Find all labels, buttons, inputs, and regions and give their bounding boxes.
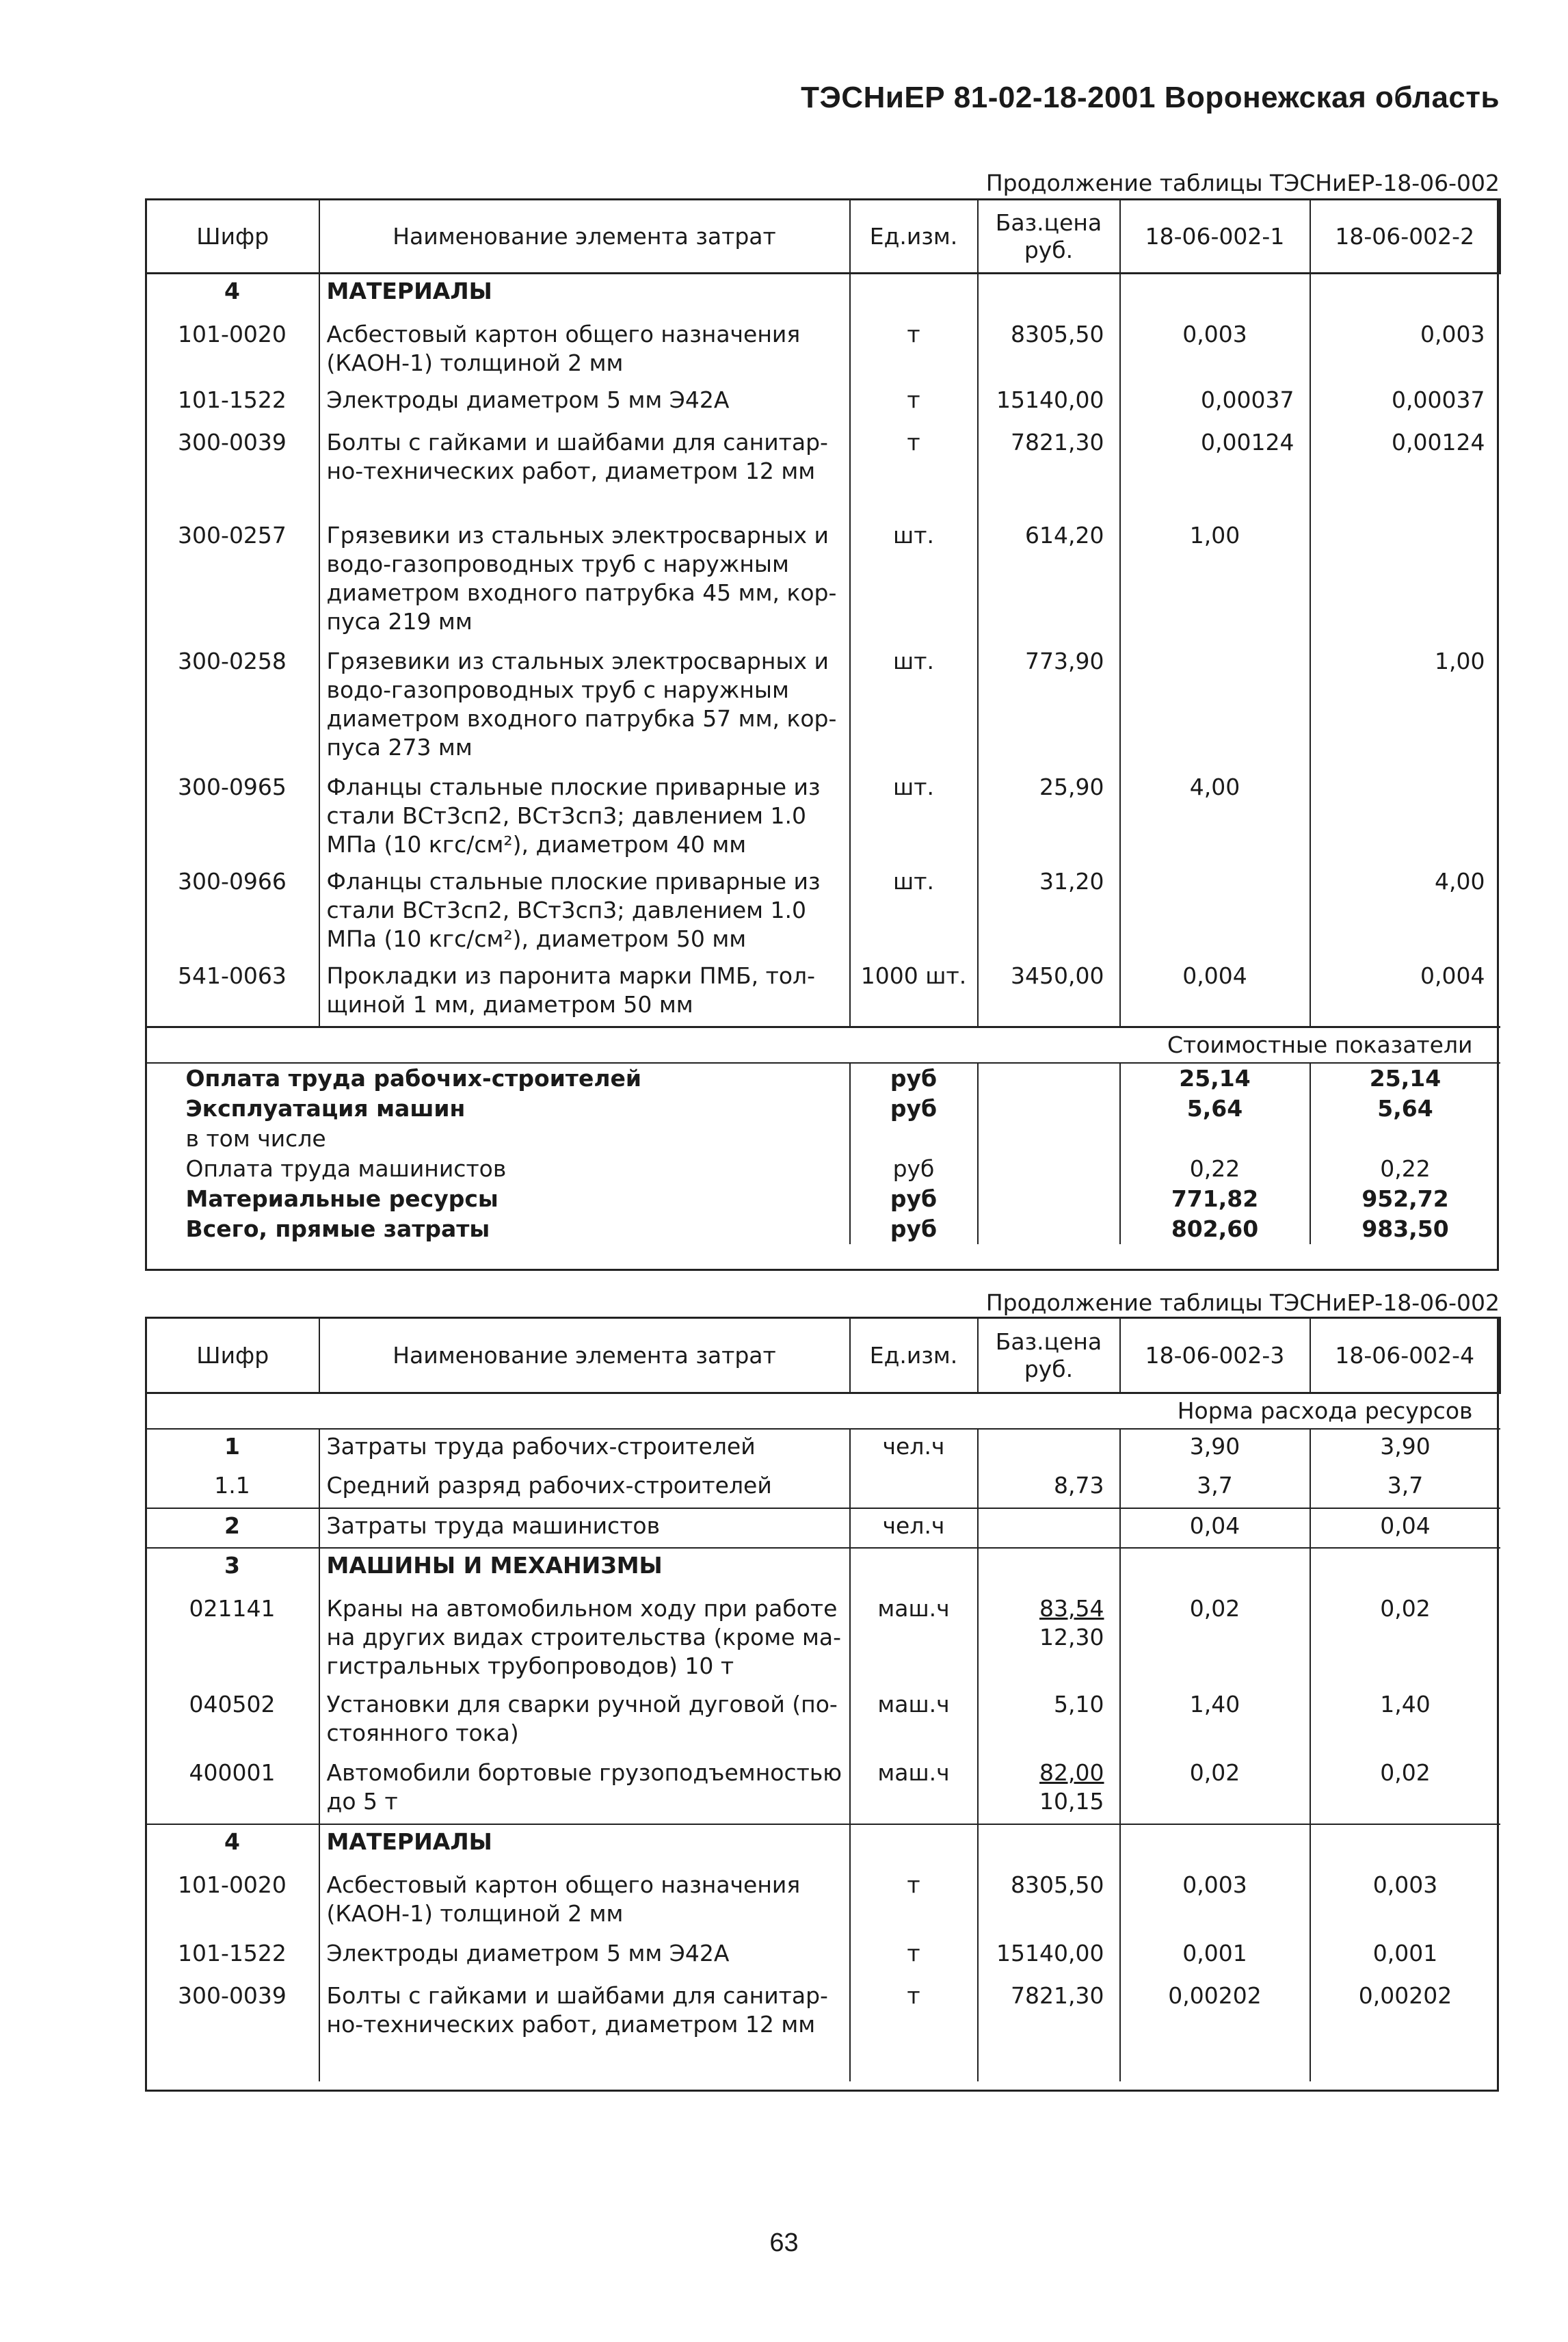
row-norm-2: 0,004 bbox=[1310, 959, 1500, 1027]
resource-table-2 bbox=[145, 1317, 1501, 2081]
resource-table-1 bbox=[145, 198, 1501, 1244]
row-unit: шт. bbox=[850, 518, 978, 644]
row-code: 300-0966 bbox=[178, 867, 287, 895]
summary-row bbox=[146, 1063, 1500, 1094]
summary-value-1: 771,82 bbox=[1120, 1184, 1310, 1214]
row-unit: т bbox=[850, 425, 978, 518]
table-header-row bbox=[146, 200, 1500, 274]
row-unit: чел.ч bbox=[850, 1429, 978, 1469]
row-price: 614,20 bbox=[978, 518, 1120, 644]
row-unit: т bbox=[850, 1868, 978, 1936]
row-name: Асбестовый картон общего назначения (КАОН-1) толщиной 2 мм bbox=[319, 317, 850, 383]
row-unit: шт. bbox=[850, 865, 978, 959]
summary-row bbox=[146, 1094, 1500, 1124]
row-code: 101-0020 bbox=[178, 320, 287, 347]
summary-value-1: 802,60 bbox=[1120, 1214, 1310, 1244]
col-header-price: Баз.цена руб. bbox=[978, 200, 1120, 274]
page-number: 63 bbox=[769, 2228, 799, 2257]
row-norm-1: 0,004 bbox=[1120, 959, 1310, 1027]
row-code: 101-0020 bbox=[178, 1871, 287, 1898]
row-name: Затраты труда рабочих-строителей bbox=[319, 1429, 850, 1469]
row-norm-1: 0,003 bbox=[1120, 317, 1310, 383]
col-header-norm-2: 18-06-002-2 bbox=[1310, 200, 1500, 274]
row-norm-1: 0,003 bbox=[1120, 1868, 1310, 1936]
row-price: 31,20 bbox=[978, 865, 1120, 959]
row-norm-2: 4,00 bbox=[1310, 865, 1500, 959]
row-code: 2 bbox=[146, 1508, 319, 1548]
row-norm-1: 0,02 bbox=[1120, 1756, 1310, 1824]
row-name: Затраты труда машинистов bbox=[319, 1508, 850, 1548]
summary-value-1: 25,14 bbox=[1120, 1063, 1310, 1094]
row-code: 400001 bbox=[189, 1759, 276, 1786]
row-unit: шт. bbox=[850, 644, 978, 770]
row-price-labor: 10,15 bbox=[1039, 1788, 1104, 1815]
row-price bbox=[978, 1429, 1120, 1469]
row-price: 8,73 bbox=[978, 1469, 1120, 1508]
section-code: 3 bbox=[146, 1548, 319, 1592]
row-price: 7821,30 bbox=[978, 425, 1120, 518]
row-name: Асбестовый картон общего назначения (КАОН-1) толщиной 2 мм bbox=[319, 1868, 850, 1936]
row-norm-1: 1,40 bbox=[1120, 1687, 1310, 1756]
row-price: 3450,00 bbox=[978, 959, 1120, 1027]
row-code: 021141 bbox=[189, 1595, 276, 1622]
row-norm-2 bbox=[1310, 518, 1500, 644]
summary-label: Всего, прямые затраты bbox=[185, 1215, 490, 1242]
row-unit: т bbox=[850, 1979, 978, 2081]
row-norm-2: 3,7 bbox=[1310, 1469, 1500, 1508]
row-name: Краны на автомобильном ходу при работе на других видах строительства (кроме ма-гистральных трубопроводов) 10 т bbox=[319, 1592, 850, 1687]
row-price bbox=[978, 1508, 1120, 1548]
col-header-unit: Ед.изм. bbox=[850, 200, 978, 274]
row-price: 5,10 bbox=[978, 1687, 1120, 1756]
cost-indicators-label: Стоимостные показатели bbox=[146, 1027, 1500, 1064]
summary-row bbox=[146, 1184, 1500, 1214]
row-name: Автомобили бортовые грузоподъемностью до 5 т bbox=[319, 1756, 850, 1824]
summary-value-2: 5,64 bbox=[1310, 1094, 1500, 1124]
row-unit bbox=[850, 1469, 978, 1508]
summary-unit: руб bbox=[850, 1214, 978, 1244]
row-code: 300-0257 bbox=[178, 521, 287, 549]
row-unit: т bbox=[850, 317, 978, 383]
row-name: Средний разряд рабочих-строителей bbox=[319, 1469, 850, 1508]
col-header-norm-1: 18-06-002-3 bbox=[1120, 1318, 1310, 1393]
page-header: ТЭСНиЕР 81-02-18-2001 Воронежская область bbox=[801, 81, 1500, 114]
row-code: 101-1522 bbox=[178, 1940, 287, 1966]
table-row bbox=[146, 1592, 1500, 1687]
norm-header-row bbox=[146, 1393, 1500, 1430]
row-name: Электроды диаметром 5 мм Э42А bbox=[319, 1936, 850, 1979]
row-norm-1: 3,7 bbox=[1120, 1469, 1310, 1508]
row-price: 83,54 bbox=[1039, 1595, 1104, 1622]
row-name: Болты с гайками и шайбами для санитар-но-технических работ, диаметром 12 мм bbox=[319, 1979, 850, 2081]
col-header-code: Шифр bbox=[146, 1318, 319, 1393]
col-header-unit: Ед.изм. bbox=[850, 1318, 978, 1393]
row-name: Установки для сварки ручной дуговой (по-стоянного тока) bbox=[319, 1687, 850, 1756]
row-norm-1: 4,00 bbox=[1120, 770, 1310, 865]
row-norm-2: 0,00202 bbox=[1310, 1979, 1500, 2081]
row-norm-2: 0,04 bbox=[1310, 1508, 1500, 1548]
table-row bbox=[146, 425, 1500, 518]
row-norm-1: 3,90 bbox=[1120, 1429, 1310, 1469]
row-code: 040502 bbox=[189, 1691, 276, 1718]
summary-value-2: 983,50 bbox=[1310, 1214, 1500, 1244]
col-header-norm-2: 18-06-002-4 bbox=[1310, 1318, 1500, 1393]
summary-row bbox=[146, 1214, 1500, 1244]
table-row bbox=[146, 959, 1500, 1027]
section-row-materials bbox=[146, 1824, 1500, 1868]
table-row bbox=[146, 644, 1500, 770]
row-unit: маш.ч bbox=[850, 1592, 978, 1687]
row-norm-1: 1,00 bbox=[1120, 518, 1310, 644]
row-norm-2: 3,90 bbox=[1310, 1429, 1500, 1469]
table-row bbox=[146, 317, 1500, 383]
row-code: 300-0039 bbox=[178, 1982, 287, 2009]
col-header-code: Шифр bbox=[146, 200, 319, 274]
row-name: Прокладки из паронита марки ПМБ, тол-щиной 1 мм, диаметром 50 мм bbox=[319, 959, 850, 1027]
row-name: Грязевики из стальных электросварных и водо-газопроводных труб с наружным диаметром входного патрубка 57 мм, кор-пуса 273 мм bbox=[319, 644, 850, 770]
row-norm-2: 0,00037 bbox=[1310, 383, 1500, 425]
norm-header-label: Норма расхода ресурсов bbox=[146, 1393, 1500, 1430]
summary-value-2: 952,72 bbox=[1310, 1184, 1500, 1214]
table-row bbox=[146, 1687, 1500, 1756]
section-code: 4 bbox=[224, 278, 240, 304]
row-price: 7821,30 bbox=[978, 1979, 1120, 2081]
row-code: 300-0965 bbox=[178, 773, 287, 800]
row-norm-1: 0,04 bbox=[1120, 1508, 1310, 1548]
row-norm-2: 0,001 bbox=[1310, 1936, 1500, 1979]
col-header-name: Наименование элемента затрат bbox=[319, 200, 850, 274]
col-header-name: Наименование элемента затрат bbox=[319, 1318, 850, 1393]
section-title: МАТЕРИАЛЫ bbox=[319, 274, 850, 317]
row-norm-2: 1,00 bbox=[1310, 644, 1500, 770]
row-norm-1: 0,00202 bbox=[1120, 1979, 1310, 2081]
table-row bbox=[146, 1756, 1500, 1824]
row-price: 8305,50 bbox=[978, 317, 1120, 383]
row-norm-1: 0,001 bbox=[1120, 1936, 1310, 1979]
summary-value-2: 25,14 bbox=[1310, 1063, 1500, 1094]
row-norm-2 bbox=[1310, 770, 1500, 865]
row-norm-2: 0,003 bbox=[1310, 1868, 1500, 1936]
row-unit: шт. bbox=[850, 770, 978, 865]
row-name: Фланцы стальные плоские приварные из стали ВСт3сп2, ВСт3сп3; давлением 1.0 МПа (10 кгс/см²), диаметром 50 мм bbox=[319, 865, 850, 959]
row-norm-1: 0,00037 bbox=[1120, 383, 1310, 425]
row-norm-1 bbox=[1120, 865, 1310, 959]
table-row bbox=[146, 770, 1500, 865]
row-price: 773,90 bbox=[978, 644, 1120, 770]
row-price-cell bbox=[978, 1592, 1120, 1687]
summary-value-1: 0,22 bbox=[1120, 1154, 1310, 1184]
row-unit: т bbox=[850, 383, 978, 425]
row-norm-2: 0,02 bbox=[1310, 1592, 1500, 1687]
row-unit: маш.ч bbox=[850, 1687, 978, 1756]
table-row bbox=[146, 865, 1500, 959]
row-code: 541-0063 bbox=[178, 962, 287, 989]
cost-indicators-row bbox=[146, 1027, 1500, 1064]
section-code: 4 bbox=[146, 1824, 319, 1868]
row-name: Болты с гайками и шайбами для санитар-но-технических работ, диаметром 12 мм bbox=[319, 425, 850, 518]
row-norm-2: 0,003 bbox=[1310, 317, 1500, 383]
summary-label: Оплата труда машинистов bbox=[185, 1155, 507, 1182]
row-code: 1.1 bbox=[214, 1472, 250, 1499]
summary-label: Оплата труда рабочих-строителей bbox=[185, 1065, 641, 1092]
summary-label: Материальные ресурсы bbox=[185, 1185, 499, 1212]
row-unit: чел.ч bbox=[850, 1508, 978, 1548]
summary-label: в том числе bbox=[185, 1125, 326, 1152]
row-price-cell bbox=[978, 1756, 1120, 1824]
row-norm-1 bbox=[1120, 644, 1310, 770]
summary-label: Эксплуатация машин bbox=[185, 1095, 466, 1122]
row-name: Грязевики из стальных электросварных и водо-газопроводных труб с наружным диаметром входного патрубка 45 мм, кор-пуса 219 мм bbox=[319, 518, 850, 644]
section-row-machines bbox=[146, 1548, 1500, 1592]
col-header-norm-1: 18-06-002-1 bbox=[1120, 200, 1310, 274]
row-norm-2: 0,02 bbox=[1310, 1756, 1500, 1824]
table-row bbox=[146, 1979, 1500, 2081]
table-row bbox=[146, 383, 1500, 425]
summary-unit: руб bbox=[850, 1154, 978, 1184]
table-row bbox=[146, 1936, 1500, 1979]
row-norm-2: 1,40 bbox=[1310, 1687, 1500, 1756]
table-header-row bbox=[146, 1318, 1500, 1393]
row-unit: 1000 шт. bbox=[850, 959, 978, 1027]
section-title: МАТЕРИАЛЫ bbox=[319, 1824, 850, 1868]
summary-unit: руб bbox=[850, 1063, 978, 1094]
row-price: 82,00 bbox=[1039, 1759, 1104, 1786]
summary-row bbox=[146, 1124, 1500, 1154]
summary-unit: руб bbox=[850, 1094, 978, 1124]
table1-caption: Продолжение таблицы ТЭСНиЕР-18-06-002 bbox=[985, 170, 1500, 196]
table2-caption: Продолжение таблицы ТЭСНиЕР-18-06-002 bbox=[985, 1289, 1500, 1316]
section-title: МАШИНЫ И МЕХАНИЗМЫ bbox=[319, 1548, 850, 1592]
row-price-labor: 12,30 bbox=[1039, 1624, 1104, 1650]
row-code: 300-0258 bbox=[178, 647, 287, 674]
table-row bbox=[146, 1508, 1500, 1548]
row-norm-1: 0,00124 bbox=[1120, 425, 1310, 518]
row-unit: маш.ч bbox=[850, 1756, 978, 1824]
row-unit: т bbox=[850, 1936, 978, 1979]
row-price: 15140,00 bbox=[978, 1936, 1120, 1979]
row-code: 300-0039 bbox=[178, 428, 287, 456]
row-price: 8305,50 bbox=[978, 1868, 1120, 1936]
table-row bbox=[146, 518, 1500, 644]
summary-unit: руб bbox=[850, 1184, 978, 1214]
row-name: Электроды диаметром 5 мм Э42А bbox=[319, 383, 850, 425]
row-price: 25,90 bbox=[978, 770, 1120, 865]
table-row bbox=[146, 1429, 1500, 1469]
row-norm-1: 0,02 bbox=[1120, 1592, 1310, 1687]
table-row bbox=[146, 1868, 1500, 1936]
row-code: 101-1522 bbox=[178, 386, 287, 413]
summary-row bbox=[146, 1154, 1500, 1184]
summary-value-1: 5,64 bbox=[1120, 1094, 1310, 1124]
table-row bbox=[146, 1469, 1500, 1508]
col-header-price: Баз.цена руб. bbox=[978, 1318, 1120, 1393]
summary-value-2: 0,22 bbox=[1310, 1154, 1500, 1184]
row-price: 15140,00 bbox=[978, 383, 1120, 425]
row-norm-2: 0,00124 bbox=[1310, 425, 1500, 518]
row-code: 1 bbox=[224, 1433, 240, 1460]
section-row-materials bbox=[146, 274, 1500, 317]
row-name: Фланцы стальные плоские приварные из стали ВСт3сп2, ВСт3сп3; давлением 1.0 МПа (10 кгс/см²), диаметром 40 мм bbox=[319, 770, 850, 865]
